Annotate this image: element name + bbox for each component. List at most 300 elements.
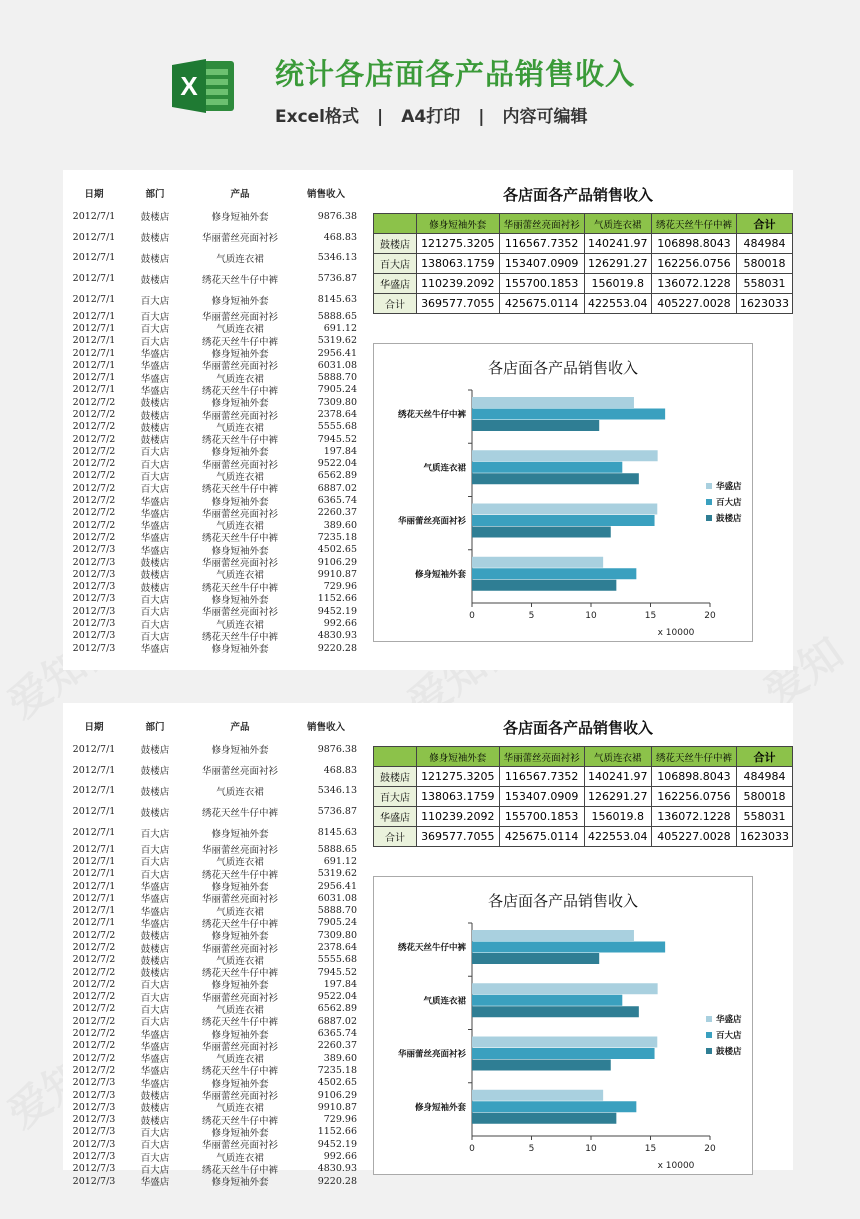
- table-cell: 百大店: [140, 336, 170, 348]
- table-cell: 2012/7/3: [72, 630, 116, 642]
- table-cell: 2012/7/2: [72, 519, 116, 531]
- table-cell: 2012/7/1: [72, 917, 116, 929]
- print-label: A4打印: [401, 107, 461, 127]
- legend-label: 百大店: [716, 498, 742, 508]
- summary-cell: 136072.1228: [651, 274, 736, 294]
- table-cell: 鼓楼店: [140, 968, 170, 980]
- bar-chart: [373, 343, 753, 642]
- table-cell: 9220.28: [317, 642, 357, 654]
- table-cell: 6562.89: [317, 1003, 357, 1015]
- summary-row-label: 华盛店: [374, 274, 417, 294]
- table-cell: 绣花天丝牛仔中裤: [201, 1164, 278, 1176]
- summary-header-row: [374, 214, 793, 234]
- table-cell: 修身短袖外套: [211, 447, 269, 459]
- table-cell: 2012/7/1: [72, 827, 116, 839]
- legend-label: 鼓楼店: [716, 1047, 742, 1057]
- table-cell: 百大店: [140, 1140, 170, 1152]
- table-cell: 华盛店: [140, 1029, 170, 1041]
- bar-百大店: [472, 1048, 655, 1059]
- table-row: [63, 268, 363, 289]
- table-row: [63, 347, 363, 359]
- table-row: [63, 978, 363, 990]
- table-cell: 6562.89: [317, 470, 357, 482]
- summary-cell: 116567.7352: [499, 234, 584, 254]
- table-row: [63, 445, 363, 457]
- table-cell: 7945.52: [317, 966, 357, 978]
- table-cell: 2012/7/3: [72, 1175, 116, 1187]
- summary-cell: 121275.3205: [416, 234, 499, 254]
- table-cell: 4502.65: [317, 1077, 357, 1089]
- table-cell: 鼓楼店: [140, 398, 170, 410]
- table-cell: 2012/7/1: [72, 843, 116, 855]
- summary-title: 各店面各产品销售收入: [502, 186, 653, 204]
- product-header: 产品: [230, 189, 250, 200]
- summary-column-header: 气质连衣裙: [584, 214, 651, 234]
- table-row: [63, 1114, 363, 1126]
- summary-cell: 106898.8043: [651, 767, 736, 787]
- table-row: [63, 408, 363, 420]
- table-row: [63, 289, 363, 310]
- sales-detail-table: [63, 180, 363, 654]
- table-cell: 华盛店: [140, 496, 170, 508]
- table-cell: 绣花天丝牛仔中裤: [201, 385, 278, 397]
- page-header: [0, 0, 860, 150]
- table-cell: 7235.18: [317, 1064, 357, 1076]
- bar-chart: [373, 876, 753, 1175]
- table-cell: 百大店: [140, 607, 170, 619]
- summary-column-header: 合计: [736, 747, 792, 767]
- table-row: [63, 630, 363, 642]
- legend-label: 百大店: [716, 1031, 742, 1041]
- table-cell: 修身短袖外套: [211, 295, 269, 307]
- summary-cell: 425675.0114: [499, 827, 584, 847]
- table-cell: 鼓楼店: [140, 558, 170, 570]
- table-cell: 鼓楼店: [140, 745, 170, 757]
- table-cell: 2012/7/1: [72, 231, 116, 243]
- table-row: [63, 531, 363, 543]
- table-cell: 6365.74: [317, 495, 357, 507]
- summary-cell: 138063.1759: [416, 254, 499, 274]
- table-cell: 4502.65: [317, 544, 357, 556]
- table-cell: 气质连衣裙: [216, 253, 264, 265]
- table-cell: 华盛店: [140, 1066, 170, 1078]
- table-cell: 2012/7/1: [72, 310, 116, 322]
- bar-百大店: [472, 995, 622, 1006]
- table-cell: 2012/7/2: [72, 1052, 116, 1064]
- table-cell: 9522.04: [317, 458, 357, 470]
- table-cell: 9910.87: [317, 1101, 357, 1113]
- summary-cell: 162256.0756: [651, 787, 736, 807]
- bar-百大店: [472, 1101, 636, 1112]
- table-cell: 2012/7/3: [72, 1138, 116, 1150]
- summary-row: [374, 767, 793, 787]
- y-category-label: 绣花天丝牛仔中裤: [397, 410, 466, 420]
- table-cell: 气质连衣裙: [216, 857, 264, 869]
- table-cell: 绣花天丝牛仔中裤: [201, 631, 278, 643]
- summary-cell: 153407.0909: [499, 787, 584, 807]
- table-cell: 气质连衣裙: [216, 906, 264, 918]
- table-cell: 5346.13: [317, 785, 357, 797]
- table-cell: 修身短袖外套: [211, 980, 269, 992]
- x-tick-label: 20: [704, 611, 716, 621]
- summary-row: [374, 827, 793, 847]
- table-cell: 5346.13: [317, 252, 357, 264]
- table-cell: 5736.87: [317, 806, 357, 818]
- table-cell: 7945.52: [317, 433, 357, 445]
- table-cell: 2012/7/3: [72, 618, 116, 630]
- bar-鼓楼店: [472, 527, 611, 538]
- summary-row-label: 合计: [374, 827, 417, 847]
- page-subtitle: [275, 102, 587, 127]
- table-cell: 2012/7/1: [72, 273, 116, 285]
- table-cell: 鼓楼店: [140, 807, 170, 819]
- table-cell: 8145.63: [317, 827, 357, 839]
- summary-cell: 156019.8: [584, 274, 651, 294]
- table-header-row: [63, 713, 363, 739]
- x-tick-label: 10: [585, 1144, 597, 1154]
- table-cell: 6365.74: [317, 1028, 357, 1040]
- y-category-label: 绣花天丝牛仔中裤: [397, 943, 466, 953]
- table-row: [63, 868, 363, 880]
- summary-cell: 116567.7352: [499, 767, 584, 787]
- dept-header: 部门: [145, 189, 165, 200]
- chart-title: 各店面各产品销售收入: [487, 892, 638, 910]
- table-row: [63, 458, 363, 470]
- bar-华盛店: [472, 930, 634, 941]
- table-cell: 2012/7/1: [72, 335, 116, 347]
- table-cell: 2012/7/2: [72, 458, 116, 470]
- table-row: [63, 642, 363, 654]
- table-cell: 百大店: [140, 869, 170, 881]
- table-cell: 百大店: [140, 1017, 170, 1029]
- table-row: [63, 322, 363, 334]
- table-cell: 华丽蕾丝亮面衬衫: [201, 361, 278, 373]
- table-cell: 2012/7/3: [72, 556, 116, 568]
- date-header: 日期: [84, 722, 104, 733]
- table-cell: 华丽蕾丝亮面衬衫: [201, 410, 278, 422]
- table-cell: 修身短袖外套: [211, 1177, 269, 1189]
- table-cell: 华盛店: [140, 918, 170, 930]
- svg-text:X: X: [180, 71, 198, 101]
- table-row: [63, 892, 363, 904]
- chart-title: 各店面各产品销售收入: [487, 359, 638, 377]
- table-cell: 2012/7/1: [72, 785, 116, 797]
- table-row: [63, 929, 363, 941]
- table-cell: 5888.65: [317, 843, 357, 855]
- table-row: [63, 1089, 363, 1101]
- table-cell: 气质连衣裙: [216, 472, 264, 483]
- table-cell: 绣花天丝牛仔中裤: [201, 1066, 278, 1078]
- table-cell: 9452.19: [317, 605, 357, 617]
- table-cell: 百大店: [140, 324, 170, 336]
- table-cell: 2012/7/3: [72, 581, 116, 593]
- x-unit-label: x 10000: [657, 1161, 695, 1171]
- summary-cell: 580018: [736, 787, 792, 807]
- table-cell: 7309.80: [317, 929, 357, 941]
- table-cell: 修身短袖外套: [211, 1127, 269, 1139]
- table-cell: 2012/7/2: [72, 1040, 116, 1052]
- table-cell: 6031.08: [317, 359, 357, 371]
- table-cell: 百大店: [140, 459, 170, 471]
- table-row: [63, 781, 363, 802]
- legend-label: 华盛店: [716, 482, 742, 492]
- legend-swatch: [706, 1016, 712, 1022]
- table-cell: 华盛店: [140, 1041, 170, 1053]
- table-row: [63, 822, 363, 843]
- summary-cell: 580018: [736, 254, 792, 274]
- table-row: [63, 843, 363, 855]
- table-row: [63, 568, 363, 580]
- table-cell: 华盛店: [140, 349, 170, 361]
- bar-华盛店: [472, 504, 657, 515]
- sales-detail-table: [63, 713, 363, 1187]
- summary-header-row: [374, 747, 793, 767]
- table-cell: 修身短袖外套: [211, 1029, 269, 1041]
- summary-cell: 121275.3205: [416, 767, 499, 787]
- table-row: [63, 1163, 363, 1175]
- summary-table: [373, 746, 793, 847]
- x-tick-label: 15: [644, 1144, 657, 1154]
- table-cell: 5555.68: [317, 954, 357, 966]
- summary-corner-cell: [374, 747, 417, 767]
- table-row: [63, 581, 363, 593]
- editable-label: 内容可编辑: [502, 107, 588, 127]
- bar-鼓楼店: [472, 1006, 639, 1017]
- table-cell: 修身短袖外套: [211, 594, 269, 606]
- table-cell: 华盛店: [140, 361, 170, 373]
- table-cell: 2012/7/2: [72, 929, 116, 941]
- dept-header: 部门: [145, 722, 165, 733]
- summary-cell: 140241.97: [584, 767, 651, 787]
- page-title: 统计各店面各产品销售收入: [275, 57, 636, 91]
- bar-鼓楼店: [472, 420, 599, 431]
- table-cell: 5888.65: [317, 310, 357, 322]
- table-cell: 气质连衣裙: [216, 619, 264, 631]
- summary-column-header: 合计: [736, 214, 792, 234]
- table-row: [63, 855, 363, 867]
- table-row: [63, 880, 363, 892]
- table-row: [63, 904, 363, 916]
- table-cell: 鼓楼店: [140, 1115, 170, 1127]
- bar-鼓楼店: [472, 580, 616, 591]
- x-tick-label: 5: [528, 1144, 535, 1154]
- table-cell: 7235.18: [317, 531, 357, 543]
- bar-华盛店: [472, 450, 658, 461]
- table-cell: 2012/7/3: [72, 605, 116, 617]
- table-row: [63, 556, 363, 568]
- table-cell: 修身短袖外套: [211, 212, 269, 224]
- table-cell: 绣花天丝牛仔中裤: [201, 1115, 278, 1127]
- table-cell: 修身短袖外套: [211, 931, 269, 943]
- table-row: [63, 954, 363, 966]
- table-cell: 2012/7/3: [72, 593, 116, 605]
- bar-华盛店: [472, 983, 658, 994]
- excel-logo-icon: [170, 55, 236, 117]
- legend-swatch: [706, 499, 712, 505]
- table-row: [63, 760, 363, 781]
- table-row: [63, 482, 363, 494]
- y-category-label: 华丽蕾丝亮面衬衫: [397, 1049, 466, 1060]
- table-cell: 鼓楼店: [140, 212, 170, 224]
- summary-cell: 110239.2092: [416, 274, 499, 294]
- table-cell: 6887.02: [317, 482, 357, 494]
- table-cell: 6031.08: [317, 892, 357, 904]
- table-cell: 2012/7/1: [72, 359, 116, 371]
- table-cell: 气质连衣裙: [216, 521, 264, 533]
- table-cell: 气质连衣裙: [216, 422, 264, 434]
- table-cell: 9522.04: [317, 991, 357, 1003]
- summary-cell: 1623033: [736, 827, 792, 847]
- table-cell: 华盛店: [140, 894, 170, 906]
- table-cell: 2012/7/2: [72, 482, 116, 494]
- summary-cell: 138063.1759: [416, 787, 499, 807]
- bar-鼓楼店: [472, 1060, 611, 1071]
- format-label: Excel格式: [275, 107, 360, 127]
- table-cell: 华丽蕾丝亮面衬衫: [201, 1140, 278, 1152]
- table-cell: 6887.02: [317, 1015, 357, 1027]
- table-row: [63, 1175, 363, 1187]
- table-cell: 华丽蕾丝亮面衬衫: [201, 894, 278, 906]
- table-row: [63, 1052, 363, 1064]
- table-cell: 华丽蕾丝亮面衬衫: [201, 233, 278, 245]
- table-cell: 百大店: [140, 447, 170, 459]
- table-row: [63, 433, 363, 445]
- table-cell: 2012/7/1: [72, 880, 116, 892]
- summary-column-header: 修身短袖外套: [416, 747, 499, 767]
- table-cell: 5319.62: [317, 335, 357, 347]
- table-cell: 气质连衣裙: [216, 1152, 264, 1164]
- table-cell: 2956.41: [317, 347, 357, 359]
- summary-cell: 1623033: [736, 294, 792, 314]
- table-cell: 修身短袖外套: [211, 644, 269, 656]
- table-cell: 2012/7/2: [72, 396, 116, 408]
- table-cell: 鼓楼店: [140, 943, 170, 955]
- table-cell: 百大店: [140, 472, 170, 483]
- table-row: [63, 421, 363, 433]
- summary-corner-cell: [374, 214, 417, 234]
- bar-百大店: [472, 515, 655, 526]
- summary-cell: 136072.1228: [651, 807, 736, 827]
- table-cell: 2012/7/1: [72, 210, 116, 222]
- table-cell: 鼓楼店: [140, 1103, 170, 1115]
- y-category-label: 气质连衣裙: [423, 996, 466, 1007]
- table-row: [63, 371, 363, 383]
- table-cell: 5888.70: [317, 905, 357, 917]
- table-cell: 气质连衣裙: [216, 786, 264, 798]
- table-cell: 2012/7/2: [72, 1028, 116, 1040]
- table-cell: 华丽蕾丝亮面衬衫: [201, 508, 278, 520]
- table-cell: 百大店: [140, 828, 170, 840]
- table-cell: 2012/7/2: [72, 409, 116, 420]
- summary-cell: 126291.27: [584, 787, 651, 807]
- bar-百大店: [472, 568, 636, 579]
- summary-cell: 422553.04: [584, 294, 651, 314]
- table-row: [63, 494, 363, 506]
- sheet-page: [63, 703, 793, 1189]
- bar-华盛店: [472, 557, 603, 568]
- summary-row-label: 鼓楼店: [374, 234, 417, 254]
- bar-百大店: [472, 462, 622, 473]
- table-cell: 2378.64: [317, 409, 357, 420]
- table-row: [63, 359, 363, 371]
- summary-cell: 153407.0909: [499, 254, 584, 274]
- legend-swatch: [706, 515, 712, 521]
- x-tick-label: 10: [585, 611, 597, 621]
- table-cell: 华盛店: [140, 1078, 170, 1090]
- table-cell: 百大店: [140, 1152, 170, 1164]
- table-cell: 9106.29: [317, 1089, 357, 1101]
- summary-cell: 155700.1853: [499, 274, 584, 294]
- table-cell: 鼓楼店: [140, 582, 170, 594]
- table-cell: 729.96: [323, 581, 357, 593]
- table-cell: 百大店: [140, 484, 170, 496]
- table-row: [63, 1003, 363, 1015]
- sheet-page: [63, 170, 793, 670]
- table-cell: 2012/7/2: [72, 507, 116, 519]
- table-cell: 修身短袖外套: [211, 882, 269, 894]
- summary-cell: 405227.0028: [651, 827, 736, 847]
- table-row: [63, 1126, 363, 1138]
- table-cell: 百大店: [140, 619, 170, 631]
- summary-cell: 140241.97: [584, 234, 651, 254]
- table-cell: 2012/7/2: [72, 445, 116, 457]
- bar-华盛店: [472, 1037, 657, 1048]
- table-cell: 绣花天丝牛仔中裤: [201, 336, 278, 348]
- table-cell: 9106.29: [317, 556, 357, 568]
- table-row: [63, 1064, 363, 1076]
- table-cell: 百大店: [140, 631, 170, 643]
- table-cell: 华丽蕾丝亮面衬衫: [201, 943, 278, 955]
- bar-百大店: [472, 409, 665, 420]
- summary-cell: 110239.2092: [416, 807, 499, 827]
- table-cell: 2012/7/3: [72, 544, 116, 556]
- table-cell: 2012/7/2: [72, 942, 116, 953]
- table-cell: 7309.80: [317, 396, 357, 408]
- table-cell: 鼓楼店: [140, 233, 170, 245]
- y-category-label: 气质连衣裙: [423, 463, 466, 474]
- table-cell: 2012/7/1: [72, 322, 116, 334]
- table-cell: 2378.64: [317, 942, 357, 953]
- table-cell: 百大店: [140, 594, 170, 606]
- table-row: [63, 801, 363, 822]
- table-cell: 7905.24: [317, 917, 357, 929]
- table-row: [63, 1040, 363, 1052]
- table-row: [63, 519, 363, 531]
- table-cell: 修身短袖外套: [211, 545, 269, 557]
- x-tick-label: 0: [469, 611, 475, 621]
- table-cell: 华丽蕾丝亮面衬衫: [201, 992, 278, 1004]
- summary-column-header: 华丽蕾丝亮面衬衫: [499, 747, 584, 767]
- table-cell: 691.12: [323, 855, 357, 867]
- table-cell: 绣花天丝牛仔中裤: [201, 582, 278, 594]
- table-cell: 5888.70: [317, 372, 357, 384]
- table-cell: 绣花天丝牛仔中裤: [201, 1017, 278, 1029]
- table-cell: 992.66: [323, 618, 357, 630]
- summary-cell: 369577.7055: [416, 294, 499, 314]
- table-cell: 2012/7/2: [72, 433, 116, 445]
- summary-cell: 156019.8: [584, 807, 651, 827]
- table-cell: 2012/7/2: [72, 421, 116, 433]
- summary-column-header: 华丽蕾丝亮面衬衫: [499, 214, 584, 234]
- summary-row-label: 合计: [374, 294, 417, 314]
- table-cell: 百大店: [140, 992, 170, 1004]
- table-row: [63, 605, 363, 617]
- table-cell: 992.66: [323, 1151, 357, 1163]
- table-cell: 2012/7/3: [72, 1077, 116, 1089]
- table-cell: 2260.37: [317, 507, 357, 519]
- table-cell: 5319.62: [317, 868, 357, 880]
- table-cell: 百大店: [140, 1005, 170, 1016]
